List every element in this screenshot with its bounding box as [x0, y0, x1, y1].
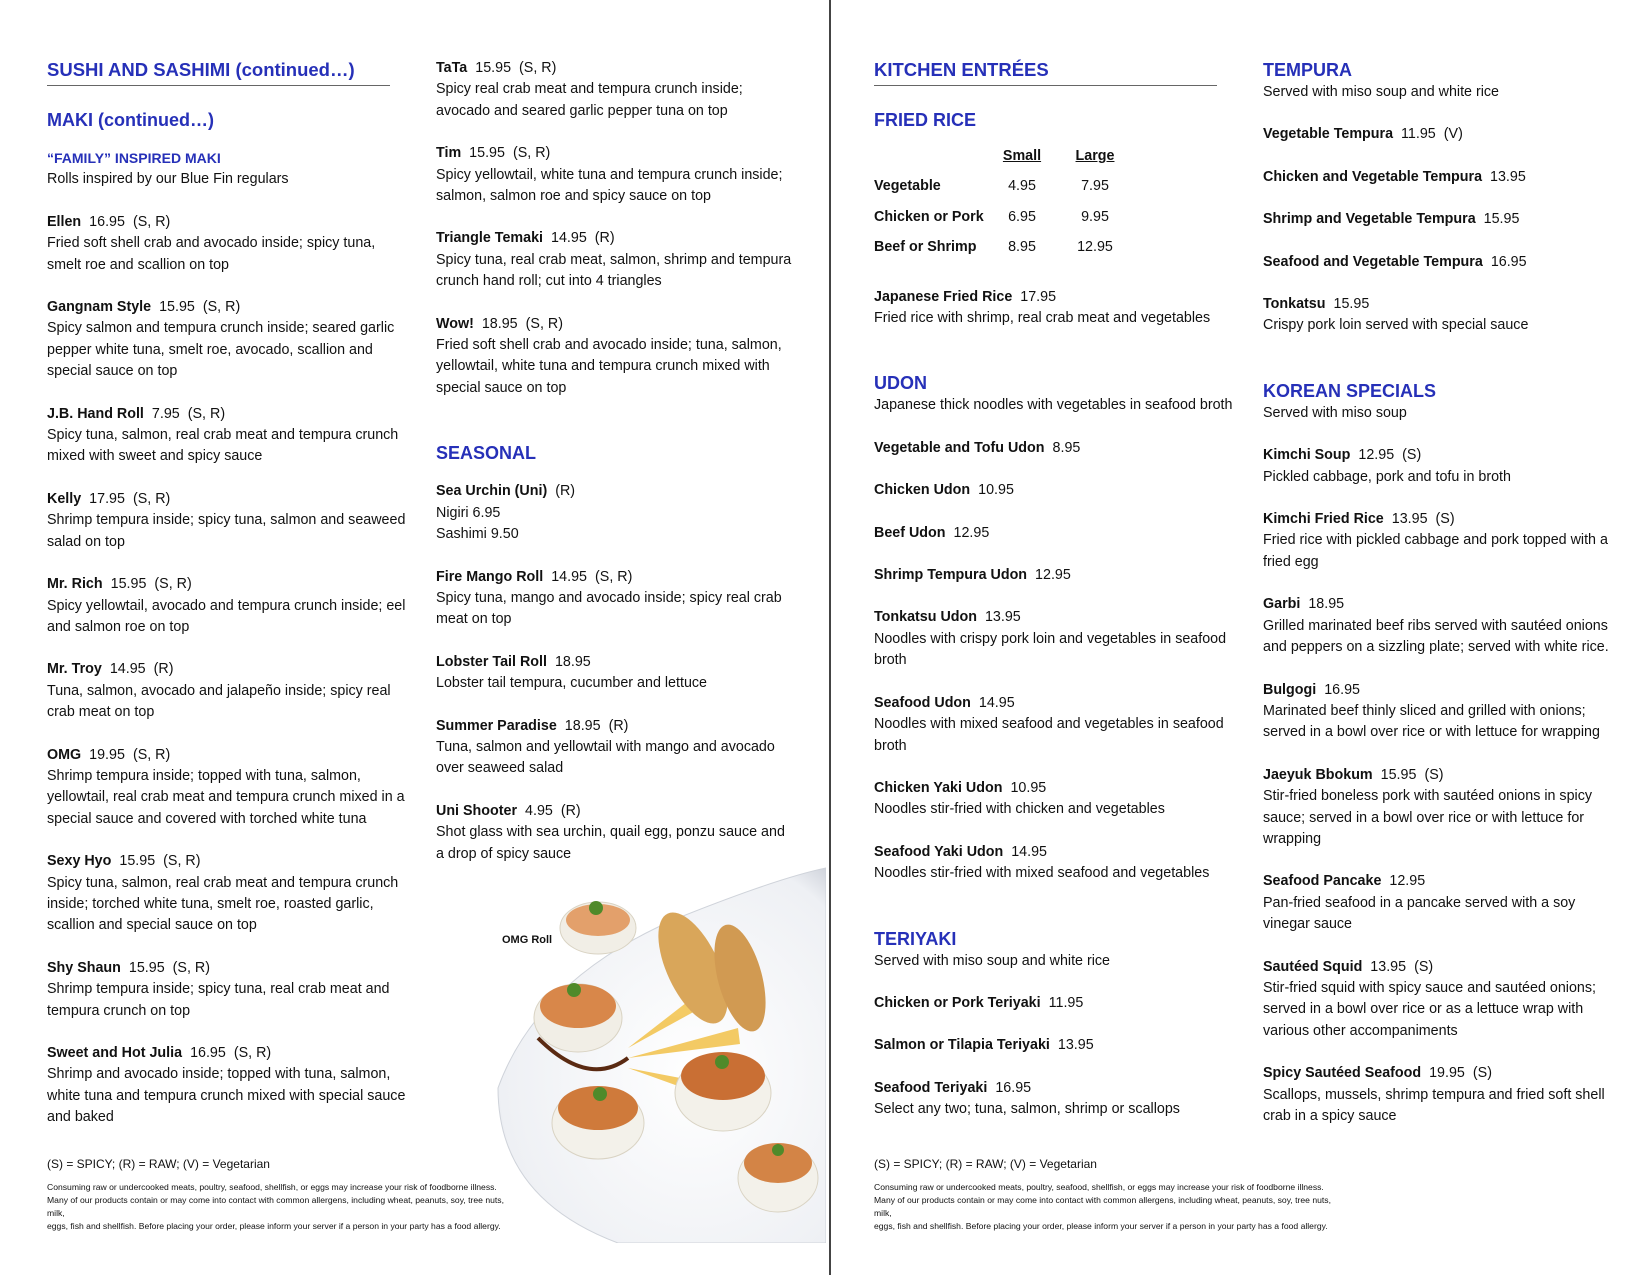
item-price: 16.95 [1324, 681, 1360, 698]
fried-rice-table: Small Large Vegetable 4.95 7.95 Chicken or Pork 6.95 9.95 Beef or Shrimp 8.95 12.95 [874, 146, 1234, 259]
legend-right: (S) = SPICY; (R) = RAW; (V) = Vegetarian [874, 1157, 1097, 1171]
menu-item [436, 801, 796, 865]
item-price: 12.95 [953, 524, 990, 541]
item-name: Garbi [1263, 596, 1301, 613]
item-price: 10.95 [978, 482, 1014, 499]
item-description: Nigiri 6.95 [436, 504, 501, 521]
menu-item [47, 212, 407, 276]
item-description: special sauce on top [47, 363, 178, 380]
item-description: fried egg [1263, 553, 1319, 570]
item-price: 10.95 [1010, 779, 1047, 796]
item-tags: (S, R) [202, 299, 241, 316]
menu-item [874, 565, 1234, 586]
menu-item [47, 1043, 407, 1129]
group-title: “FAMILY” INSPIRED MAKI [47, 150, 221, 166]
table-row-label: Chicken or Pork [874, 208, 984, 225]
item-description: Shrimp tempura inside; spicy tuna, real crab meat and [47, 981, 390, 998]
udon-description: Japanese thick noodles with vegetables in seafood broth [874, 397, 1233, 414]
item-description: Sashimi 9.50 [436, 526, 519, 543]
left-column-1 [47, 58, 407, 1150]
item-name: J.B. Hand Roll [47, 405, 144, 422]
disclaimer-right: Consuming raw or undercooked meats, poultry, seafood, shellfish, or eggs may increase your risk of foodborne illness. Many of our products contain or may come into contact with common allergens, including wheat, peanuts, soy, tree nuts, milk, eggs, fish and shellfish. Before placing your order, please inform your server if a person in your party has a food allergy. [874, 1182, 1331, 1231]
menu-item [1263, 765, 1623, 851]
item-name: Sweet and Hot Julia [47, 1045, 183, 1061]
item-price: 12.95 [1035, 567, 1071, 584]
item-name: Kimchi Fried Rice [1263, 511, 1384, 528]
item-name: Chicken Udon [874, 482, 971, 499]
menu-item [874, 778, 1234, 821]
item-tags: (S, R) [595, 568, 633, 585]
item-description: Fried soft shell crab and avocado inside; tuna, salmon, [436, 337, 782, 354]
item-name: Sea Urchin (Uni) [436, 483, 548, 500]
item-price: 15.95 [1483, 211, 1520, 228]
item-description: tempura crunch on top [47, 1002, 191, 1019]
item-description: Spicy tuna, salmon, real crab meat and tempura crunch [47, 427, 399, 444]
item-price: 16.95 [190, 1045, 226, 1061]
item-description: over seaweed salad [436, 760, 564, 777]
omg-roll-photo [478, 858, 826, 1243]
item-price: 11.95 [1048, 994, 1084, 1011]
fried-rice-title: FRIED RICE [874, 110, 977, 130]
teriyaki-title: TERIYAKI [874, 928, 957, 949]
menu-item [874, 438, 1234, 459]
item-description: inside; torched white tuna, smelt roe, roasted garlic, [47, 895, 374, 912]
item-description: meat on top [436, 611, 512, 628]
item-name: Uni Shooter [436, 802, 518, 819]
item-description: Noodles with crispy pork loin and vegetables in seafood [874, 630, 1227, 647]
item-description: Shot glass with sea urchin, quail egg, ponzu sauce and [436, 824, 785, 841]
item-description: special sauce and covered with torched white tuna [47, 810, 367, 827]
item-description: smelt roe and scallion on top [47, 256, 229, 273]
item-price: 18.95 [554, 653, 591, 670]
item-name: Mr. Rich [47, 576, 103, 593]
item-price: 17.95 [89, 490, 125, 507]
page-divider [829, 0, 831, 1275]
item-description: and peppers on a sizzling plate; served with white rice. [1263, 639, 1609, 656]
udon-title: UDON [874, 373, 927, 394]
item-description: Pan-fried seafood in a pancake served with a soy [1263, 894, 1576, 911]
menu-item [1263, 957, 1623, 1043]
item-price: 8.95 [1052, 439, 1081, 456]
item-tags: (S, R) [132, 490, 171, 507]
item-tags: (S) [1435, 511, 1455, 528]
item-description: scallion and special sauce on top [47, 917, 257, 934]
menu-item [1263, 871, 1623, 935]
menu-item [874, 693, 1234, 757]
item-price: 15.95 [1380, 766, 1417, 783]
item-name: Seafood and Vegetable Tempura [1263, 253, 1483, 270]
item-price: 13.95 [1057, 1037, 1094, 1054]
item-name: Gangnam Style [47, 299, 152, 316]
item-price: 13.95 [1490, 168, 1526, 185]
tempura-title: TEMPURA [1263, 60, 1352, 80]
item-description: Pickled cabbage, pork and tofu in broth [1263, 468, 1511, 485]
item-name: Ellen [47, 213, 82, 230]
item-name: Triangle Temaki [436, 230, 544, 247]
item-price: 11.95 [1401, 126, 1436, 143]
item-description: Tuna, salmon and yellowtail with mango and avocado [436, 738, 775, 755]
item-description: wrapping [1263, 830, 1322, 847]
item-name: Vegetable and Tofu Udon [874, 439, 1045, 456]
item-name: Summer Paradise [436, 717, 557, 734]
item-description: Tuna, salmon, avocado and jalapeño inside; spicy real [47, 682, 391, 699]
item-description: a drop of spicy sauce [436, 845, 572, 862]
item-description: crab in a spicy sauce [1263, 1108, 1397, 1124]
menu-item [1263, 209, 1623, 230]
section-title: SUSHI AND SASHIMI (continued…) [47, 58, 390, 86]
item-name: Salmon or Tilapia Teriyaki [874, 1037, 1050, 1054]
item-price: 16.95 [89, 213, 125, 230]
item-tags: (S, R) [132, 746, 171, 763]
seasonal-title: SEASONAL [436, 443, 537, 464]
item-name: Kimchi Soup [1263, 447, 1351, 464]
menu-item [47, 297, 407, 383]
item-description: white tuna and tempura crunch mixed with special sauce [47, 1087, 406, 1104]
item-description: Crispy pork loin served with special sauce [1263, 317, 1529, 334]
item-tags: (S, R) [187, 405, 226, 422]
item-price: 15.95 [119, 853, 156, 870]
item-description: Marinated beef thinly sliced and grilled with onions; [1263, 702, 1586, 719]
item-description: Spicy yellowtail, white tuna and tempura crunch inside; [436, 166, 783, 183]
left-column-2 [436, 58, 796, 886]
item-price: 18.95 [481, 315, 518, 332]
item-name: Lobster Tail Roll [436, 653, 547, 670]
item-description: Grilled marinated beef ribs served with sautéed onions [1263, 617, 1608, 634]
item-price: 12.95 [1358, 447, 1395, 464]
item-description: crunch hand roll; cut into 4 triangles [436, 273, 662, 290]
item-description: salmon, salmon roe and spicy sauce on top [436, 188, 711, 205]
item-description: Spicy real crab meat and tempura crunch inside; [436, 81, 743, 98]
item-description: Shrimp tempura inside; topped with tuna, salmon, [47, 767, 361, 784]
item-price: 15.95 [469, 145, 505, 162]
item-name: Sexy Hyo [47, 853, 112, 870]
menu-item [874, 842, 1234, 885]
item-description: yellowtail, real crab meat and tempura crunch mixed in a [47, 789, 405, 806]
menu-item: Japanese Fried Rice 17.95 Fried rice with shrimp, real crab meat and vegetables [874, 288, 1211, 327]
item-price: 18.95 [1308, 596, 1345, 613]
item-name: Sautéed Squid [1263, 958, 1363, 975]
item-description: served in a bowl over rice or as a lettuce wrap with [1263, 1001, 1584, 1018]
item-tags: (S, R) [163, 853, 201, 870]
item-price: 14.95 [551, 568, 588, 585]
menu-item [1263, 124, 1623, 145]
menu-item [874, 523, 1234, 544]
menu-item [874, 607, 1234, 671]
item-tags: (S) [1402, 447, 1422, 464]
disclaimer-left: Consuming raw or undercooked meats, poultry, seafood, shellfish, or eggs may increase your risk of foodborne illness. Many of our products contain or may come into contact with common allergens, including wheat, peanuts, soy, tree nuts, milk, eggs, fish and shellfish. Before placing your order, please inform your server if a person in your party has a food allergy. [47, 1182, 504, 1231]
korean-specials-title: KOREAN SPECIALS [1263, 380, 1437, 401]
item-name: Seafood Teriyaki [874, 1079, 988, 1096]
item-tags: (R) [608, 717, 629, 734]
item-description: Select any two; tuna, salmon, shrimp or scallops [874, 1101, 1180, 1118]
item-description: sauce; served in a bowl over rice or with lettuce for [1263, 809, 1585, 826]
item-description: Shrimp and avocado inside; topped with tuna, salmon, [47, 1066, 391, 1083]
item-description: broth [874, 737, 907, 754]
menu-item [1263, 1063, 1623, 1127]
item-tags: (S, R) [154, 576, 192, 593]
item-description: vinegar sauce [1263, 916, 1353, 933]
item-name: Vegetable Tempura [1263, 126, 1394, 143]
item-name: Fire Mango Roll [436, 568, 544, 585]
item-price: 14.95 [551, 230, 587, 247]
item-description: broth [874, 652, 907, 669]
item-price: 16.95 [995, 1079, 1032, 1096]
item-description: Spicy salmon and tempura crunch inside; seared garlic [47, 320, 395, 337]
item-description: and baked [47, 1109, 114, 1126]
table-row-label: Beef or Shrimp [874, 239, 977, 256]
item-name: Chicken and Vegetable Tempura [1263, 168, 1483, 185]
menu-item [1263, 252, 1623, 273]
item-price: 14.95 [978, 694, 1015, 711]
item-description: yellowtail, white tuna and tempura crunch mixed with [436, 358, 770, 375]
item-name: Beef Udon [874, 524, 946, 541]
item-price: 13.95 [984, 609, 1021, 626]
item-tags: (R) [594, 230, 615, 247]
menu-item [874, 1078, 1234, 1121]
menu-item [47, 404, 407, 468]
item-description: Noodles stir-fried with mixed seafood and vegetables [874, 865, 1210, 882]
item-name: Kelly [47, 490, 82, 507]
item-price: 7.95 [151, 405, 180, 422]
item-price: 14.95 [109, 661, 146, 678]
item-price: 15.95 [128, 959, 165, 976]
item-price: 18.95 [564, 717, 601, 734]
menu-item [47, 574, 407, 638]
menu-item [47, 958, 407, 1022]
item-price: 15.95 [110, 576, 147, 593]
menu-item [436, 481, 796, 545]
item-name: Chicken or Pork Teriyaki [874, 994, 1041, 1011]
photo-caption: OMG Roll [502, 934, 553, 946]
item-description: Scallops, mussels, shrimp tempura and fried soft shell [1263, 1086, 1605, 1103]
menu-item [1263, 594, 1623, 658]
item-price: 4.95 [525, 802, 553, 819]
item-tags: (S, R) [132, 213, 171, 230]
menu-item [436, 567, 796, 631]
menu-item [1263, 680, 1623, 744]
menu-item [436, 143, 796, 207]
item-price: 15.95 [159, 299, 195, 316]
item-tags: (R) [555, 483, 576, 500]
item-description: Lobster tail tempura, cucumber and lettuce [436, 675, 707, 692]
item-description: Spicy tuna, mango and avocado inside; spicy real crab [436, 589, 782, 606]
item-description: avocado and seared garlic pepper tuna on top [436, 102, 728, 119]
item-name: Shrimp and Vegetable Tempura [1263, 211, 1476, 228]
teriyaki-description: Served with miso soup and white rice [874, 952, 1111, 969]
korean-description: Served with miso soup [1263, 404, 1407, 421]
item-description: Spicy yellowtail, avocado and tempura crunch inside; eel [47, 597, 406, 614]
item-description: special sauce on top [436, 379, 567, 396]
item-price: 19.95 [1429, 1065, 1465, 1082]
item-name: Tonkatsu Udon [874, 609, 977, 626]
item-tags: (S, R) [519, 60, 557, 76]
item-description: various other accompaniments [1263, 1022, 1458, 1039]
menu-item [436, 314, 796, 400]
item-price: 13.95 [1391, 511, 1428, 528]
item-description: Shrimp tempura inside; spicy tuna, salmon and seaweed [47, 512, 406, 529]
item-tags: (S, R) [172, 959, 210, 976]
menu-item [874, 1035, 1234, 1056]
menu-item [436, 228, 796, 292]
item-name: TaTa [436, 60, 468, 76]
item-description: Fried soft shell crab and avocado inside; spicy tuna, [47, 235, 376, 252]
item-price: 15.95 [475, 60, 512, 76]
menu-item [47, 489, 407, 553]
item-name: Mr. Troy [47, 661, 102, 678]
item-name: Wow! [436, 315, 474, 332]
item-description: served in a bowl over rice or with lettuce for wrapping [1263, 724, 1600, 741]
item-description: Noodles stir-fried with chicken and vegetables [874, 801, 1165, 818]
item-description: Spicy tuna, salmon, real crab meat and tempura crunch [47, 874, 399, 891]
item-description: Fried rice with pickled cabbage and pork topped with a [1263, 532, 1608, 549]
item-tags: (R) [153, 661, 174, 678]
item-price: 13.95 [1370, 958, 1407, 975]
menu-item [1263, 167, 1623, 188]
menu-item [1263, 294, 1623, 337]
item-tags: (S) [1472, 1065, 1492, 1082]
kitchen-entrees-title: KITCHEN ENTRÉES [874, 58, 1217, 86]
item-price: 16.95 [1490, 253, 1527, 270]
menu-item [436, 58, 796, 122]
menu-item [1263, 509, 1623, 573]
menu-item [436, 652, 796, 695]
item-name: Seafood Yaki Udon [874, 843, 1004, 860]
item-tags: (S) [1424, 766, 1444, 783]
tempura-description: Served with miso soup and white rice [1263, 84, 1500, 100]
item-description: salad on top [47, 533, 125, 550]
item-description: Spicy tuna, real crab meat, salmon, shrimp and tempura [436, 251, 792, 268]
item-name: Tim [436, 145, 462, 162]
item-name: Chicken Yaki Udon [874, 779, 1003, 796]
item-description: and salmon roe on top [47, 618, 190, 635]
item-tags: (R) [560, 802, 581, 819]
menu-item [874, 993, 1234, 1014]
item-name: OMG [47, 746, 82, 763]
item-description: Noodles with mixed seafood and vegetables in seafood [874, 716, 1224, 733]
item-name: Shrimp Tempura Udon [874, 567, 1028, 584]
item-price: 19.95 [89, 746, 125, 763]
right-column-1 [874, 58, 1234, 1142]
item-description: mixed with sweet and spicy sauce [47, 448, 263, 465]
item-name: Shy Shaun [47, 959, 121, 976]
group-description: Rolls inspired by our Blue Fin regulars [47, 171, 289, 188]
item-name: Seafood Udon [874, 694, 971, 711]
menu-item [47, 745, 407, 831]
menu-item [1263, 445, 1623, 488]
table-row-label: Vegetable [874, 178, 941, 195]
menu-item [436, 716, 796, 780]
legend-left: (S) = SPICY; (R) = RAW; (V) = Vegetarian [47, 1157, 270, 1171]
item-tags: (S) [1414, 958, 1434, 975]
menu-item [874, 480, 1234, 501]
item-description: pepper white tuna, smelt roe, avocado, scallion and [47, 341, 373, 358]
item-price: 14.95 [1011, 843, 1048, 860]
item-tags: (S, R) [525, 315, 563, 332]
item-description: Stir-fried squid with spicy sauce and sautéed onions; [1263, 979, 1596, 996]
item-name: Seafood Pancake [1263, 873, 1382, 890]
item-price: 15.95 [1333, 296, 1370, 313]
item-name: Spicy Sautéed Seafood [1263, 1065, 1422, 1082]
item-price: 12.95 [1389, 873, 1426, 890]
item-description: crab meat on top [47, 704, 155, 721]
menu-item [47, 851, 407, 937]
item-tags: (V) [1443, 126, 1463, 143]
item-name: Bulgogi [1263, 681, 1317, 698]
item-tags: (S, R) [233, 1045, 272, 1061]
item-name: Tonkatsu [1263, 296, 1326, 313]
right-column-2 [1263, 58, 1623, 1148]
subsection-title: MAKI (continued…) [47, 110, 214, 130]
item-name: Jaeyuk Bbokum [1263, 766, 1373, 783]
item-tags: (S, R) [512, 145, 551, 162]
item-description: Stir-fried boneless pork with sautéed onions in spicy [1263, 788, 1592, 805]
menu-item [47, 659, 407, 723]
